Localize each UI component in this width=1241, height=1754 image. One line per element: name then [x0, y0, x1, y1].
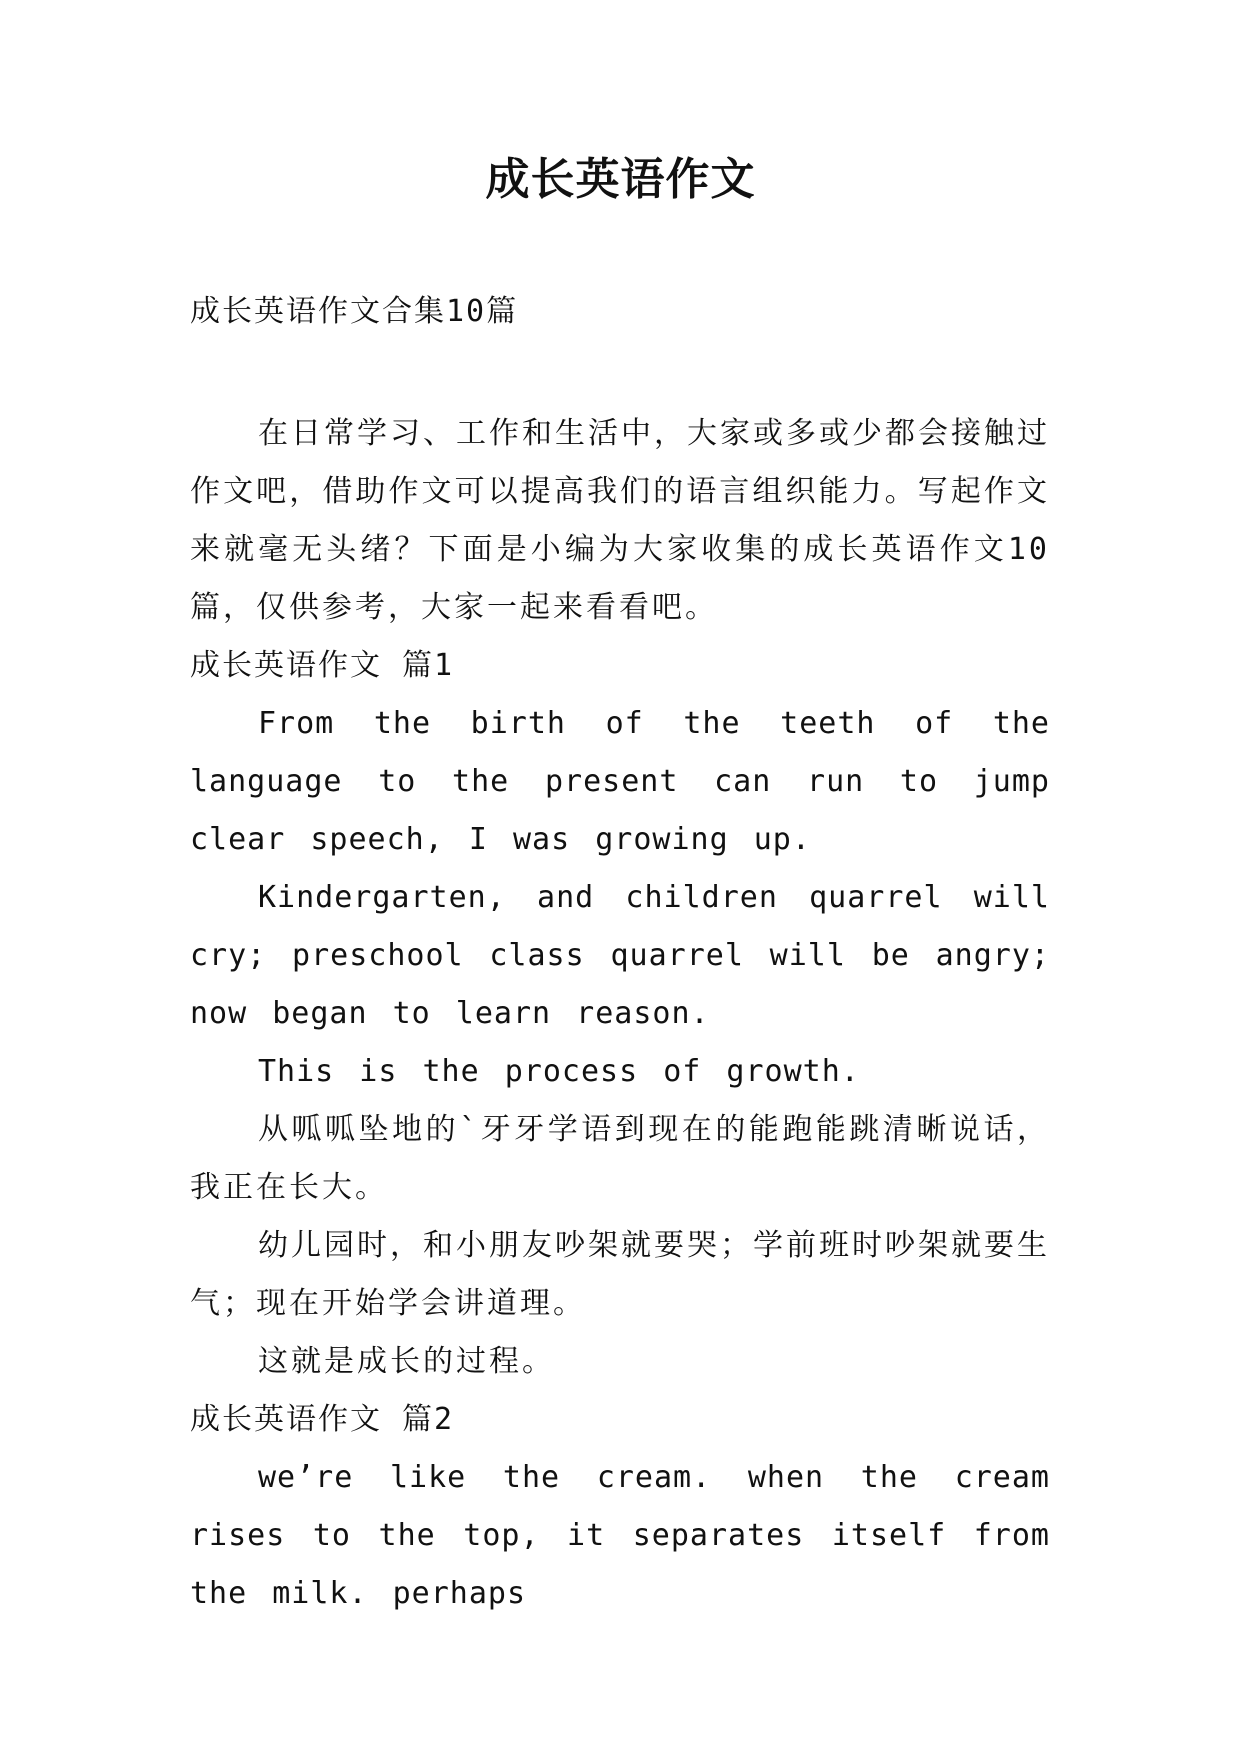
section-heading-2: 成长英语作文 篇2: [190, 1402, 455, 1437]
document-body: [190, 405, 1050, 1623]
chinese-paragraph-3: 这就是成长的过程。: [258, 1344, 555, 1379]
page-title: 成长英语作文: [485, 154, 756, 205]
english-paragraph-1: From the birth of the teeth of the language to the present can run to jump clear speech, I was growing up.: [190, 706, 1050, 857]
intro-paragraph: 在日常学习、工作和生活中，大家或多或少都会接触过作文吧，借助作文可以提高我们的语言组织能力。写起作文来就毫无头绪？下面是小编为大家收集的成长英语作文10篇，仅供参考，大家一起来看看吧。: [190, 416, 1050, 625]
chinese-paragraph-1: 从呱呱坠地的`牙牙学语到现在的能跑能跳清晰说话，我正在长大。: [190, 1112, 1050, 1205]
chinese-paragraph-2: 幼儿园时，和小朋友吵架就要哭；学前班时吵架就要生气；现在开始学会讲道理。: [190, 1228, 1050, 1321]
collection-subtitle: 成长英语作文合集10篇: [190, 294, 519, 329]
english-paragraph-2: Kindergarten, and children quarrel will cry; preschool class quarrel will be angry; now began to learn reason.: [190, 880, 1050, 1031]
english-paragraph-section2: we’re like the cream. when the cream rises to the top, it separates itself from the milk. perhaps: [190, 1460, 1050, 1611]
section-heading-1: 成长英语作文 篇1: [190, 648, 455, 683]
english-paragraph-3: This is the process of growth.: [258, 1054, 860, 1089]
